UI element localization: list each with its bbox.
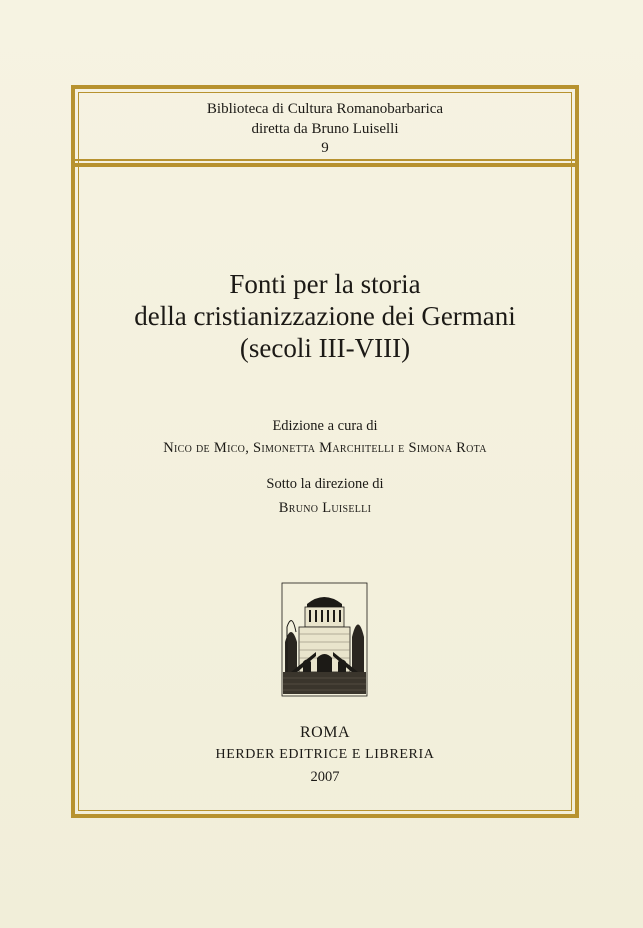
- edition-credits: [78, 415, 572, 459]
- series-number: 9: [321, 140, 329, 156]
- direction-label: Sotto la direzione di: [266, 476, 384, 492]
- imprint-year: 2007: [310, 769, 340, 785]
- mausoleum-icon: [281, 582, 368, 697]
- edition-label: Edizione a cura di: [272, 418, 378, 434]
- editors-names: Nico de Mico, Simonetta Marchitelli e Simona Rota: [163, 440, 487, 456]
- series-name: Biblioteca di Cultura Romanobarbarica: [206, 101, 444, 117]
- imprint-publisher: HERDER EDITRICE E LIBRERIA: [215, 747, 435, 762]
- header-divider-thick: [71, 163, 579, 167]
- director-name: Bruno Luiselli: [278, 500, 372, 516]
- title-line-1: Fonti per la storia: [229, 269, 421, 299]
- title-line-2: della cristianizzazione dei Germani: [134, 301, 516, 331]
- book-title: [78, 268, 572, 364]
- title-line-3: (secoli III-VIII): [239, 333, 411, 363]
- series-header: [78, 100, 572, 159]
- publisher-imprint: [78, 722, 572, 788]
- header-divider: [71, 159, 579, 161]
- series-director: diretta da Bruno Luiselli: [251, 120, 399, 137]
- imprint-city: ROMA: [299, 724, 350, 741]
- direction-credits: [78, 472, 572, 520]
